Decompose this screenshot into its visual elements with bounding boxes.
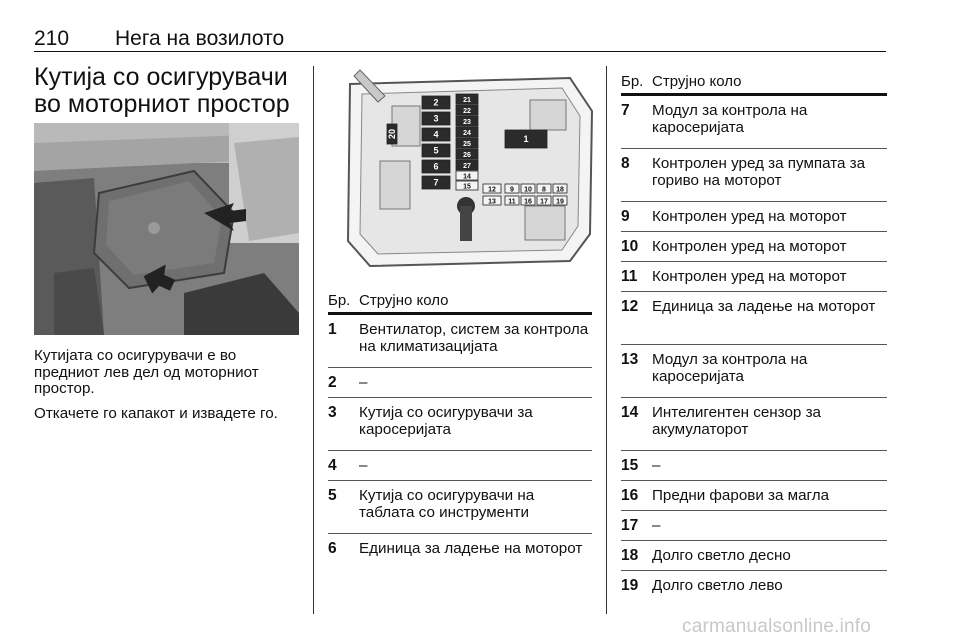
fuse-label: 15 [463, 183, 471, 191]
column-divider-1 [313, 66, 314, 614]
fuse-number: 3 [328, 404, 337, 421]
fuse-number: 15 [621, 457, 639, 474]
table-row [621, 398, 887, 451]
fuse-label: 6 [433, 161, 439, 172]
table-row [621, 481, 887, 511]
circuit-description: Единица за ладење на моторот [652, 298, 876, 315]
fuse-label: 19 [556, 198, 564, 206]
circuit-description: – [359, 374, 368, 391]
table-row [328, 398, 592, 451]
fuse-label: 12 [488, 186, 496, 194]
fuse-number: 7 [621, 102, 630, 119]
fuse-label: 9 [510, 186, 514, 194]
fuse-number: 2 [328, 374, 337, 391]
fuse-label: 13 [488, 198, 496, 206]
fuse-number: 17 [621, 517, 639, 534]
fuse-number: 8 [621, 155, 630, 172]
page-number: 210 [34, 27, 70, 50]
table-row [621, 202, 887, 232]
table-row [328, 451, 592, 481]
fuse-label: 22 [463, 108, 471, 115]
table-row [621, 262, 887, 292]
fuse-table-middle [328, 285, 592, 582]
circuit-description: Кутија со осигурувачи за каросеријата [359, 404, 533, 438]
table-row [328, 534, 592, 582]
table-row [621, 232, 887, 262]
circuit-description: Долго светло десно [652, 547, 791, 564]
fuse-label: 14 [463, 173, 471, 181]
fuse-number: 9 [621, 208, 630, 225]
watermark: carmanualsonline.info [682, 616, 872, 637]
circuit-description: Модул за контрола на каросеријата [652, 351, 808, 385]
circuit-description: Предни фарови за магла [652, 487, 830, 504]
fuse-number: 10 [621, 238, 639, 255]
circuit-description: Кутија со осигурувачи на таблата со инструменти [359, 487, 535, 521]
table-row [621, 345, 887, 398]
fuse-number: 6 [328, 540, 337, 557]
circuit-description: – [652, 517, 661, 534]
fuse-label: 18 [556, 186, 564, 194]
fuse-label: 24 [463, 130, 471, 137]
page-header [34, 26, 886, 52]
table-row [328, 368, 592, 398]
fuse-label: 27 [463, 163, 471, 170]
table-row [621, 451, 887, 481]
fuse-label: 4 [433, 129, 439, 140]
fuse-number: 11 [621, 268, 638, 285]
fuse-number: 12 [621, 298, 639, 315]
fuse-label: 7 [433, 177, 439, 188]
table-row [621, 149, 887, 202]
column-header-number: Бр. [621, 73, 644, 90]
table-row [621, 292, 887, 345]
fuse-label: 2 [433, 97, 439, 108]
fuse-number: 16 [621, 487, 639, 504]
table-row [621, 571, 887, 601]
table-header [621, 66, 887, 96]
circuit-description: – [652, 457, 661, 474]
circuit-description: Долго светло лево [652, 577, 783, 594]
fuse-number: 18 [621, 547, 639, 564]
fuse-number: 19 [621, 577, 639, 594]
table-header [328, 285, 592, 315]
circuit-description: Контролен уред на моторот [652, 238, 847, 255]
table-row [621, 96, 887, 149]
fuse-number: 5 [328, 487, 337, 504]
fuse-label: 10 [524, 186, 532, 194]
circuit-description: Модул за контрола на каросеријата [652, 102, 808, 136]
fuse-label: 21 [463, 97, 471, 104]
fuse-label: 26 [463, 152, 471, 159]
section-title: Кутија со осигурувачи во моторниот простор [34, 63, 290, 118]
engine-bay-photo [34, 123, 299, 335]
table-row [328, 481, 592, 534]
fuse-label: 1 [523, 134, 529, 144]
circuit-description: – [359, 457, 368, 474]
circuit-description: Контролен уред на моторот [652, 268, 847, 285]
fuse-label: 5 [433, 145, 439, 156]
circuit-description: Контролен уред на моторот [652, 208, 847, 225]
fuse-label: 3 [433, 113, 439, 124]
table-row [621, 541, 887, 571]
fuse-label: 20 [387, 128, 397, 140]
fuse-label: 25 [463, 141, 471, 148]
fuse-label: 23 [463, 119, 471, 126]
fuse-number: 14 [621, 404, 639, 421]
chapter-title: Нега на возилото [115, 27, 285, 50]
column-header-number: Бр. [328, 292, 351, 309]
fuse-label: 16 [524, 198, 532, 206]
fuse-number: 1 [328, 321, 337, 338]
table-row [328, 315, 592, 368]
circuit-description: Единица за ладење на моторот [359, 540, 583, 557]
fuse-label: 8 [542, 186, 546, 194]
circuit-description: Интелигентен сензор за акумулаторот [652, 404, 821, 438]
fuse-number: 13 [621, 351, 639, 368]
caption-text: Кутијата со осигурувачи е во предниот лев дел од моторниот простор. [34, 347, 259, 397]
column-header-circuit: Струјно коло [652, 73, 742, 90]
fuse-label: 17 [540, 198, 548, 206]
instruction-text: Откачете го капакот и извадете го. [34, 405, 278, 422]
fuse-table-right [621, 66, 887, 601]
fuse-label: 11 [508, 198, 516, 206]
column-header-circuit: Струјно коло [359, 292, 449, 309]
fuse-box-diagram [340, 66, 595, 276]
column-divider-2 [606, 66, 607, 614]
circuit-description: Вентилатор, систем за контрола на климатизацијата [359, 321, 589, 355]
table-row [621, 511, 887, 541]
circuit-description: Контролен уред за пумпата за гориво на моторот [652, 155, 866, 189]
fuse-number: 4 [328, 457, 337, 474]
